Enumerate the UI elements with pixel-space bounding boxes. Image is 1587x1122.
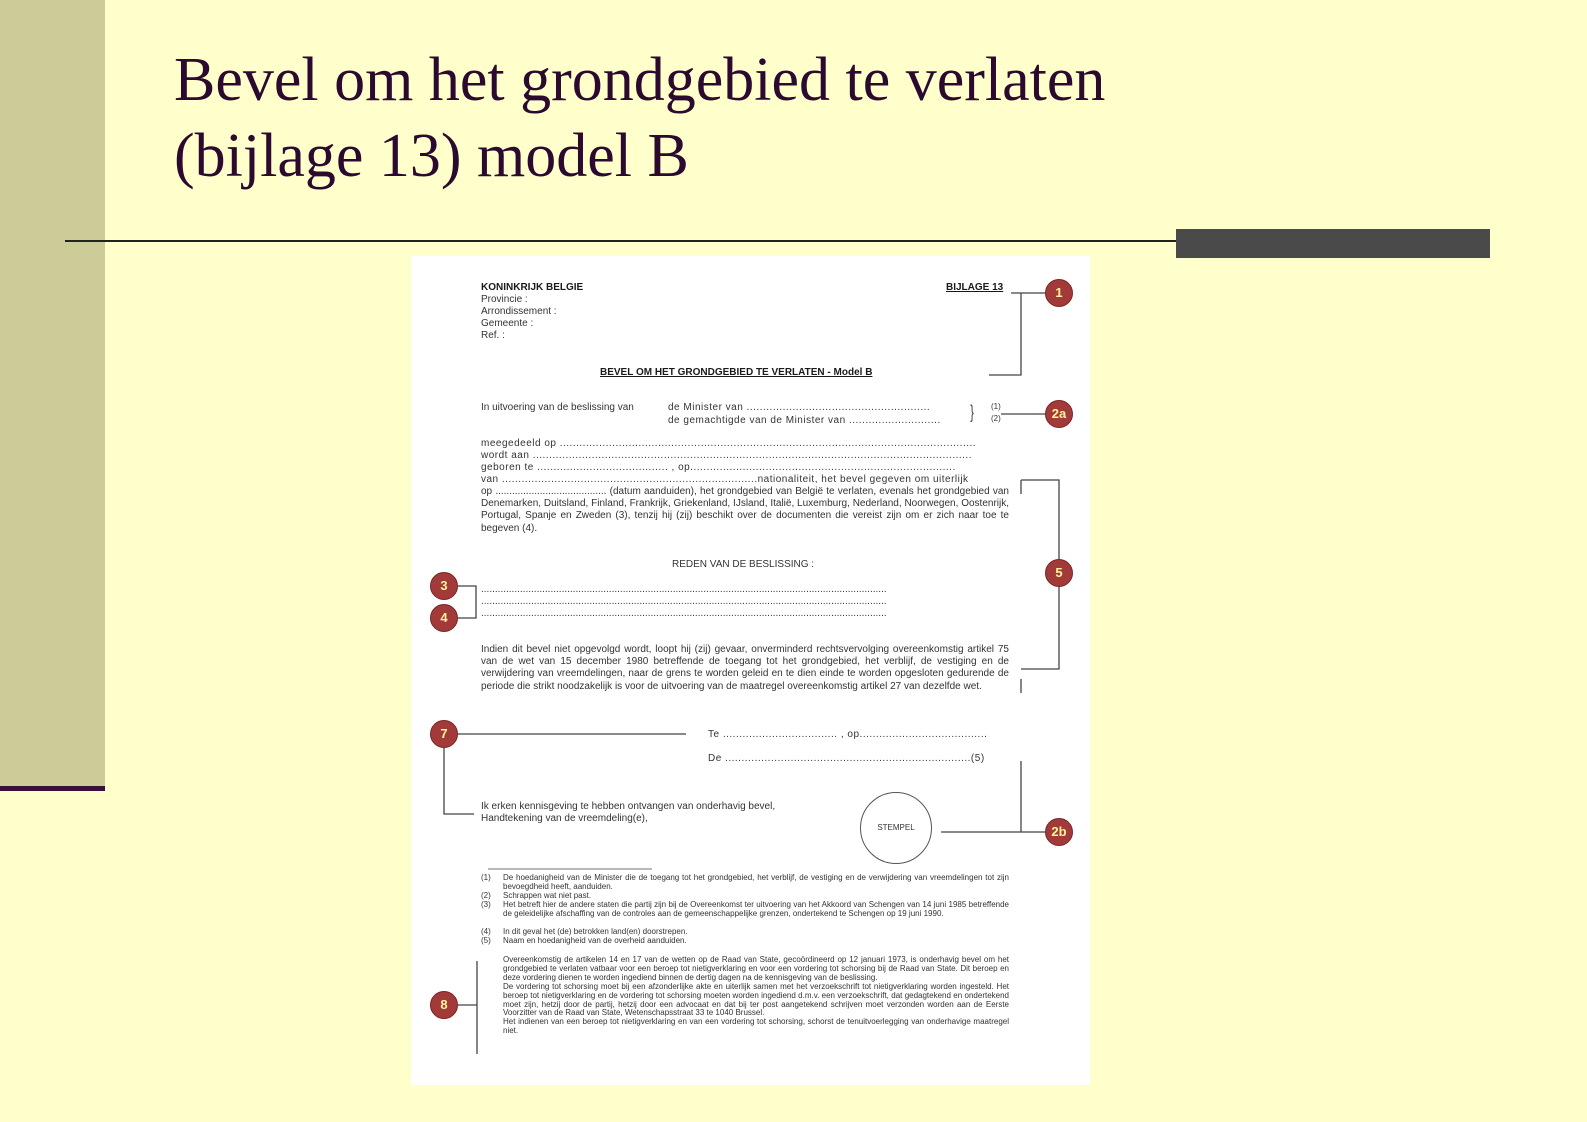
form-title: BEVEL OM HET GRONDGEBIED TE VERLATEN - Model B (600, 367, 873, 378)
footnote-text: Naam en hoedanigheid van de overheid aanduiden. (503, 936, 687, 945)
sidebar-divider (0, 786, 105, 791)
footnote-text: De hoedanigheid van de Minister die de toegang tot het grondgebied, het verblijf, de vestiging en de verwijdering van vreemdelingen tot zijn bevoegdheid heeft, aanduiden. (503, 873, 1009, 891)
footnote-3 (481, 901, 1009, 919)
reason-line-2: .................................................................................................................................................. (481, 596, 887, 607)
field-ref: Ref. : (481, 330, 505, 341)
reason-line-1: .................................................................................................................................................. (481, 584, 887, 595)
footnote-text: Schrappen wat niet past. (503, 891, 592, 900)
kingdom-heading: KONINKRIJK BELGIE (481, 282, 584, 293)
annotation-badge-2a: 2a (1045, 400, 1073, 428)
annotation-badge-2b: 2b (1045, 818, 1073, 846)
footnote-text: Het betreft hier de andere staten die partij zijn bij de Overeenkomst ter uitvoering van het Akkoord van Schengen van 14 juni 1985 betreffende de geleidelijke afschaffing van de controles aan de gemeenschappelijke grenzen, ondertekend te Schengen op 19 juni 1990. (503, 900, 1009, 918)
reason-line-3: .................................................................................................................................................. (481, 608, 887, 619)
footnote-number: (4) (481, 927, 491, 936)
annex-label: BIJLAGE 13 (946, 282, 1004, 293)
document-image (411, 256, 1090, 1085)
footnote-number: (3) (481, 900, 491, 909)
note-ref-2: (2) (991, 414, 1001, 423)
body-line-nationality: van ..............................................................................nationaliteit, het bevel gegeven om uiterlijk (481, 474, 969, 485)
slide-title-line-1: Bevel om het grondgebied te verlaten (174, 46, 1106, 114)
stamp-circle (860, 792, 932, 864)
stamp-label: STEMPEL (877, 822, 915, 832)
slide-title-line-2: (bijlage 13) model B (174, 122, 689, 190)
delegate-line: de gemachtigde van de Minister van ............................ (668, 415, 941, 426)
curly-brace: } (970, 402, 974, 422)
annotation-badge-3: 3 (430, 572, 458, 600)
footnote-number: (5) (481, 936, 491, 945)
reasons-heading: REDEN VAN DE BESLISSING : (672, 559, 815, 570)
field-gemeente: Gemeente : (481, 318, 534, 329)
annotation-badge-5: 5 (1045, 559, 1073, 587)
footnote-text: In dit geval het (de) betrokken land(en) doorstrepen. (503, 927, 688, 936)
decision-intro: In uitvoering van de beslissing van (481, 402, 634, 413)
body-line-born: geboren te ........................................ , op................................................................................. (481, 462, 956, 473)
warning-paragraph: Indien dit bevel niet opgevolgd wordt, loopt hij (zij) gevaar, onverminderd rechtsvervolging overeenkomstig artikel 75 van de wet van 15 december 1980 betreffende de toegang tot het grondgebied, het verblijf, de vestiging en de verwijdering van vreemdelingen, naar de grens te worden geleid en te dien einde te worden opgesloten gedurende de periode die strikt noodzakelijk is voor de uitvoering van de maatregel overeenkomstig artikel 27 van dezelfde wet. (481, 644, 1009, 692)
appeal-paragraph: Overeenkomstig de artikelen 14 en 17 van de wetten op de Raad van State, gecoördineerd op 12 januari 1973, is onderhavig bevel om het grondgebied te verlaten vatbaar voor een beroep tot nietigverklaring en voor een vordering tot schorsing bij de Raad van State. Dit beroep en deze vordering dienen te worden ingediend binnen de dertig dagen na de kennisgeving van de beslissing. De vordering tot schorsing moet bij een afzonderlijke akte en uiterlijk samen met het verzoekschrift tot nietigverklaring worden ingesteld. Het beroep tot nietigverklaring en de vordering tot schorsing moeten worden ingediend d.m.v. een verzoekschrift, dat gedagtekend en ondertekend moet zijn, hetzij door de partij, hetzij door een advocaat en dat bij ter post aangetekend schrijven moet verzonden worden aan de Eerste Voorzitter van de Raad van State, Wetenschapsstraat 33 te 1040 Brussel. Het indienen van een beroep tot nietigverklaring en van een vordering tot schorsing, schorst de tenuitvoerlegging van onderhavige maatregel niet. (503, 955, 1009, 1036)
signature-label: Handtekening van de vreemdeling(e), (481, 813, 648, 824)
annotation-badge-4: 4 (430, 604, 458, 632)
sidebar-accent (0, 0, 105, 788)
field-arrondissement: Arrondissement : (481, 306, 557, 317)
title-divider-accent (1176, 229, 1490, 258)
footnote-5 (481, 937, 1009, 946)
footnote-number: (2) (481, 891, 491, 900)
annotation-badge-7: 7 (430, 720, 458, 748)
place-date-line: Te ................................... , op....................................... (708, 729, 988, 740)
note-ref-1: (1) (991, 402, 1001, 411)
minister-line: de Minister van ........................................................ (668, 402, 931, 413)
field-provincie: Provincie : (481, 294, 528, 305)
acknowledgement-text: Ik erken kennisgeving te hebben ontvangen van onderhavig bevel, (481, 801, 776, 812)
body-paragraph: op ........................................ (datum aanduiden), het grondgebied van België te verlaten, evenals het grondgebied van Denemarken, Duitsland, Finland, Frankrijk, Griekenland, IJsland, Italië, Luxemburg, Nederland, Noorwegen, Oostenrijk, Portugal, Spanje en Zweden (3), tenzij hij (zij) beschikt over de documenten die vereist zijn om er zich naar toe te begeven (4). (481, 486, 1009, 534)
slide-title (174, 42, 1105, 194)
body-line-addressee: wordt aan ...................................................................................................................................... (481, 450, 972, 461)
footnote-number: (1) (481, 873, 491, 882)
footnote-1 (481, 874, 1009, 892)
signer-line: De ...........................................................................(5) (708, 753, 985, 764)
body-line-notified: meegedeeld op ............................................................................................................................... (481, 438, 977, 449)
annotation-badge-8: 8 (430, 991, 458, 1019)
annotation-badge-1: 1 (1045, 279, 1073, 307)
